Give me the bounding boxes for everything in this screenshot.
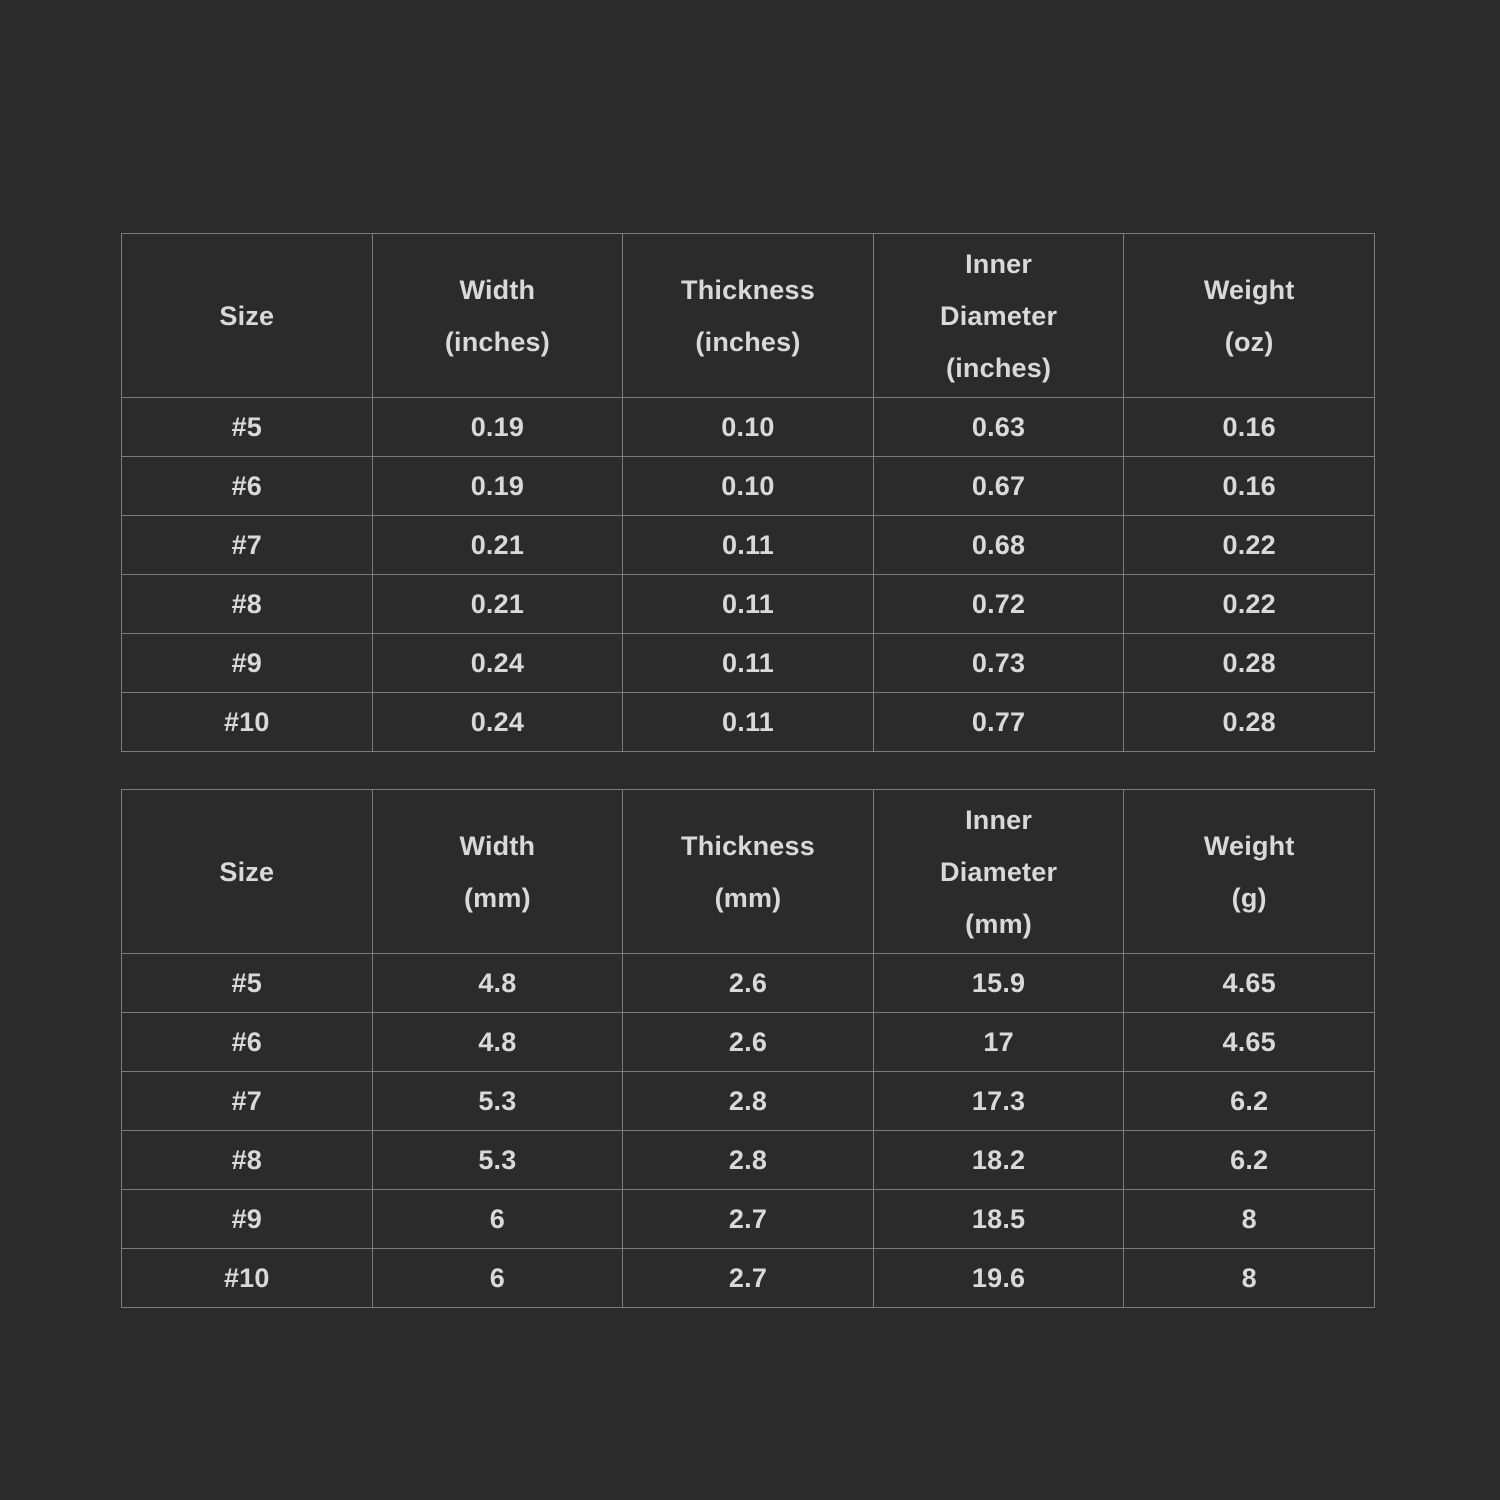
size-cell: #9	[122, 1190, 373, 1249]
size-cell: #5	[122, 398, 373, 457]
column-header	[873, 790, 1124, 954]
column-header	[1124, 234, 1375, 398]
size-cell: #7	[122, 516, 373, 575]
value-cell: 0.28	[1124, 693, 1375, 752]
value-cell: 0.21	[372, 516, 623, 575]
column-header-line: Weight	[1203, 830, 1295, 861]
value-cell: 0.22	[1124, 575, 1375, 634]
column-header-line: (mm)	[965, 908, 1032, 939]
size-cell: #6	[122, 457, 373, 516]
table-row	[122, 398, 1375, 457]
column-header-line: (mm)	[714, 882, 782, 913]
column-header	[122, 234, 373, 398]
column-header-line: (g)	[1231, 882, 1267, 913]
value-cell: 0.10	[623, 457, 874, 516]
value-cell: 0.16	[1124, 398, 1375, 457]
value-cell: 0.19	[372, 457, 623, 516]
table-row	[122, 575, 1375, 634]
table-row	[122, 1072, 1375, 1131]
value-cell: 15.9	[873, 954, 1124, 1013]
table-row	[122, 634, 1375, 693]
value-cell: 4.8	[372, 954, 623, 1013]
size-cell: #8	[122, 575, 373, 634]
column-header-line: Diameter	[940, 856, 1058, 887]
column-header-line: Width	[459, 274, 536, 305]
value-cell: 6	[372, 1190, 623, 1249]
value-cell: 18.2	[873, 1131, 1124, 1190]
value-cell: 17.3	[873, 1072, 1124, 1131]
column-header	[873, 234, 1124, 398]
column-header	[1124, 790, 1375, 954]
header-row	[122, 790, 1375, 954]
value-cell: 0.16	[1124, 457, 1375, 516]
column-header-line: Diameter	[940, 300, 1058, 331]
table-row	[122, 1190, 1375, 1249]
table-row	[122, 693, 1375, 752]
value-cell: 4.65	[1124, 954, 1375, 1013]
value-cell: 2.6	[623, 954, 874, 1013]
column-header-line: Thickness	[681, 274, 815, 305]
value-cell: 0.67	[873, 457, 1124, 516]
column-header	[623, 790, 874, 954]
column-header-line: (mm)	[463, 882, 531, 913]
value-cell: 4.8	[372, 1013, 623, 1072]
column-header-line: Size	[219, 856, 275, 887]
value-cell: 0.11	[623, 575, 874, 634]
column-header-line: Thickness	[681, 830, 815, 861]
value-cell: 0.72	[873, 575, 1124, 634]
value-cell: 2.8	[623, 1072, 874, 1131]
value-cell: 0.19	[372, 398, 623, 457]
size-cell: #7	[122, 1072, 373, 1131]
size-cell: #5	[122, 954, 373, 1013]
table-row	[122, 1131, 1375, 1190]
value-cell: 0.28	[1124, 634, 1375, 693]
column-header-line: Inner	[965, 248, 1033, 279]
value-cell: 0.24	[372, 634, 623, 693]
size-cell: #8	[122, 1131, 373, 1190]
value-cell: 8	[1124, 1249, 1375, 1308]
value-cell: 5.3	[372, 1131, 623, 1190]
value-cell: 0.11	[623, 634, 874, 693]
table-row	[122, 457, 1375, 516]
value-cell: 0.77	[873, 693, 1124, 752]
column-header-line: (inches)	[946, 352, 1052, 383]
value-cell: 6	[372, 1249, 623, 1308]
value-cell: 0.11	[623, 693, 874, 752]
column-header-line: Inner	[965, 804, 1033, 835]
value-cell: 0.21	[372, 575, 623, 634]
value-cell: 4.65	[1124, 1013, 1375, 1072]
value-cell: 6.2	[1124, 1131, 1375, 1190]
value-cell: 8	[1124, 1190, 1375, 1249]
value-cell: 2.6	[623, 1013, 874, 1072]
table-row	[122, 1013, 1375, 1072]
value-cell: 0.73	[873, 634, 1124, 693]
column-header-line: (inches)	[444, 326, 550, 357]
column-header-line: (oz)	[1224, 326, 1274, 357]
size-cell: #10	[122, 1249, 373, 1308]
value-cell: 17	[873, 1013, 1124, 1072]
table-row	[122, 516, 1375, 575]
value-cell: 0.24	[372, 693, 623, 752]
value-cell: 5.3	[372, 1072, 623, 1131]
size-chart-metric	[121, 789, 1375, 1308]
size-cell: #9	[122, 634, 373, 693]
column-header	[372, 790, 623, 954]
value-cell: 0.10	[623, 398, 874, 457]
value-cell: 18.5	[873, 1190, 1124, 1249]
size-charts-container	[121, 233, 1375, 1308]
value-cell: 19.6	[873, 1249, 1124, 1308]
column-header	[122, 790, 373, 954]
value-cell: 0.63	[873, 398, 1124, 457]
value-cell: 0.68	[873, 516, 1124, 575]
table-row	[122, 1249, 1375, 1308]
column-header-line: Width	[459, 830, 536, 861]
column-header-line: Weight	[1203, 274, 1295, 305]
column-header	[623, 234, 874, 398]
size-cell: #10	[122, 693, 373, 752]
value-cell: 6.2	[1124, 1072, 1375, 1131]
size-chart-imperial	[121, 233, 1375, 752]
value-cell: 0.11	[623, 516, 874, 575]
value-cell: 2.7	[623, 1249, 874, 1308]
value-cell: 0.22	[1124, 516, 1375, 575]
size-cell: #6	[122, 1013, 373, 1072]
value-cell: 2.7	[623, 1190, 874, 1249]
value-cell: 2.8	[623, 1131, 874, 1190]
column-header-line: (inches)	[695, 326, 801, 357]
column-header-line: Size	[219, 300, 275, 331]
column-header	[372, 234, 623, 398]
table-row	[122, 954, 1375, 1013]
header-row	[122, 234, 1375, 398]
